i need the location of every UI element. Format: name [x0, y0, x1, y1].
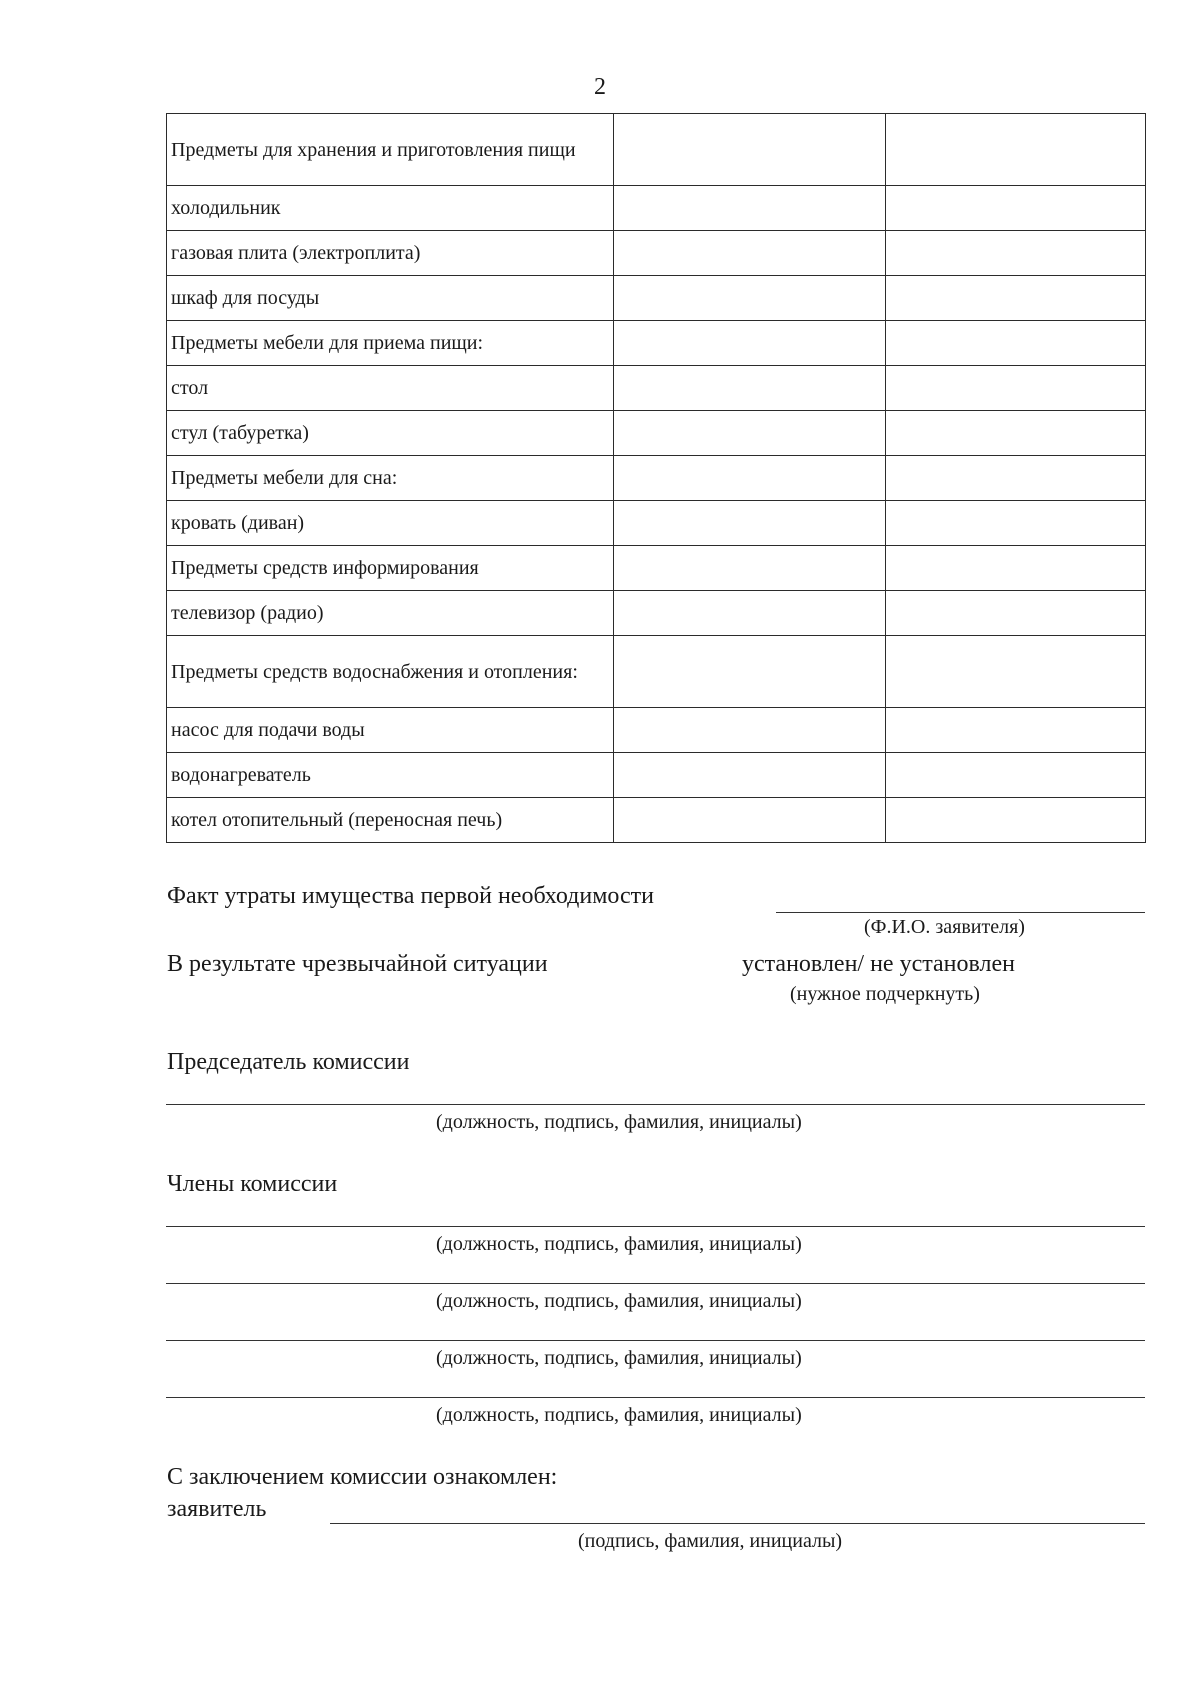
value-cell — [614, 753, 886, 798]
member-caption: (должность, подпись, фамилия, инициалы) — [436, 1290, 802, 1312]
value-cell — [614, 411, 886, 456]
item-name-cell: Предметы мебели для сна: — [167, 456, 614, 501]
member-caption: (должность, подпись, фамилия, инициалы) — [436, 1404, 802, 1426]
item-name-cell: стул (табуретка) — [167, 411, 614, 456]
table-row — [167, 321, 1146, 366]
member-signature-line — [166, 1397, 1145, 1398]
item-name-cell: стол — [167, 366, 614, 411]
value-cell — [886, 231, 1146, 276]
value-cell — [886, 636, 1146, 708]
value-cell — [886, 753, 1146, 798]
applicant-name-caption: (Ф.И.О. заявителя) — [864, 916, 1025, 938]
value-cell — [886, 186, 1146, 231]
value-cell — [614, 798, 886, 843]
emergency-label: В результате чрезвычайной ситуации — [167, 951, 548, 977]
value-cell — [614, 231, 886, 276]
chairman-signature-line — [166, 1104, 1145, 1105]
value-cell — [886, 411, 1146, 456]
value-cell — [886, 276, 1146, 321]
value-cell — [886, 114, 1146, 186]
value-cell — [614, 276, 886, 321]
value-cell — [886, 798, 1146, 843]
chairman-label: Председатель комиссии — [167, 1049, 410, 1075]
value-cell — [614, 636, 886, 708]
value-cell — [614, 366, 886, 411]
item-name-cell: водонагреватель — [167, 753, 614, 798]
table-row — [167, 231, 1146, 276]
item-name-cell: Предметы мебели для приема пищи: — [167, 321, 614, 366]
table-row — [167, 708, 1146, 753]
property-table — [166, 113, 1146, 843]
table-row — [167, 753, 1146, 798]
value-cell — [886, 708, 1146, 753]
applicant-signature-line — [330, 1523, 1145, 1524]
value-cell — [886, 501, 1146, 546]
member-signature-line — [166, 1283, 1145, 1284]
chairman-caption: (должность, подпись, фамилия, инициалы) — [436, 1111, 802, 1133]
value-cell — [886, 456, 1146, 501]
applicant-label: заявитель — [167, 1496, 267, 1522]
table-row — [167, 186, 1146, 231]
members-label: Члены комиссии — [167, 1171, 338, 1197]
underline-hint: (нужное подчеркнуть) — [790, 983, 980, 1005]
item-name-cell: Предметы для хранения и приготовления пищи — [167, 114, 614, 186]
item-name-cell: кровать (диван) — [167, 501, 614, 546]
member-caption: (должность, подпись, фамилия, инициалы) — [436, 1347, 802, 1369]
value-cell — [886, 321, 1146, 366]
table-row — [167, 798, 1146, 843]
item-name-cell: холодильник — [167, 186, 614, 231]
table-row — [167, 546, 1146, 591]
item-name-cell: шкаф для посуды — [167, 276, 614, 321]
established-status: установлен/ не установлен — [742, 951, 1015, 977]
item-name-cell: газовая плита (электроплита) — [167, 231, 614, 276]
value-cell — [614, 186, 886, 231]
value-cell — [886, 591, 1146, 636]
page-number: 2 — [594, 74, 606, 100]
applicant-signature-caption: (подпись, фамилия, инициалы) — [578, 1530, 843, 1552]
value-cell — [614, 546, 886, 591]
value-cell — [614, 114, 886, 186]
item-name-cell: насос для подачи воды — [167, 708, 614, 753]
value-cell — [614, 501, 886, 546]
value-cell — [614, 708, 886, 753]
item-name-cell: котел отопительный (переносная печь) — [167, 798, 614, 843]
table-row — [167, 366, 1146, 411]
member-signature-line — [166, 1340, 1145, 1341]
value-cell — [886, 546, 1146, 591]
table-row — [167, 456, 1146, 501]
table-row — [167, 114, 1146, 186]
item-name-cell: Предметы средств водоснабжения и отопления: — [167, 636, 614, 708]
member-caption: (должность, подпись, фамилия, инициалы) — [436, 1233, 802, 1255]
table-row — [167, 501, 1146, 546]
acknowledged-label: С заключением комиссии ознакомлен: — [167, 1464, 558, 1490]
loss-fact-label: Факт утраты имущества первой необходимости — [167, 883, 654, 909]
table-row — [167, 276, 1146, 321]
applicant-name-line — [776, 912, 1145, 913]
item-name-cell: Предметы средств информирования — [167, 546, 614, 591]
value-cell — [614, 591, 886, 636]
value-cell — [886, 366, 1146, 411]
value-cell — [614, 321, 886, 366]
member-signature-line — [166, 1226, 1145, 1227]
value-cell — [614, 456, 886, 501]
table-row — [167, 591, 1146, 636]
table-row — [167, 411, 1146, 456]
property-table-body — [167, 114, 1146, 843]
item-name-cell: телевизор (радио) — [167, 591, 614, 636]
table-row — [167, 636, 1146, 708]
